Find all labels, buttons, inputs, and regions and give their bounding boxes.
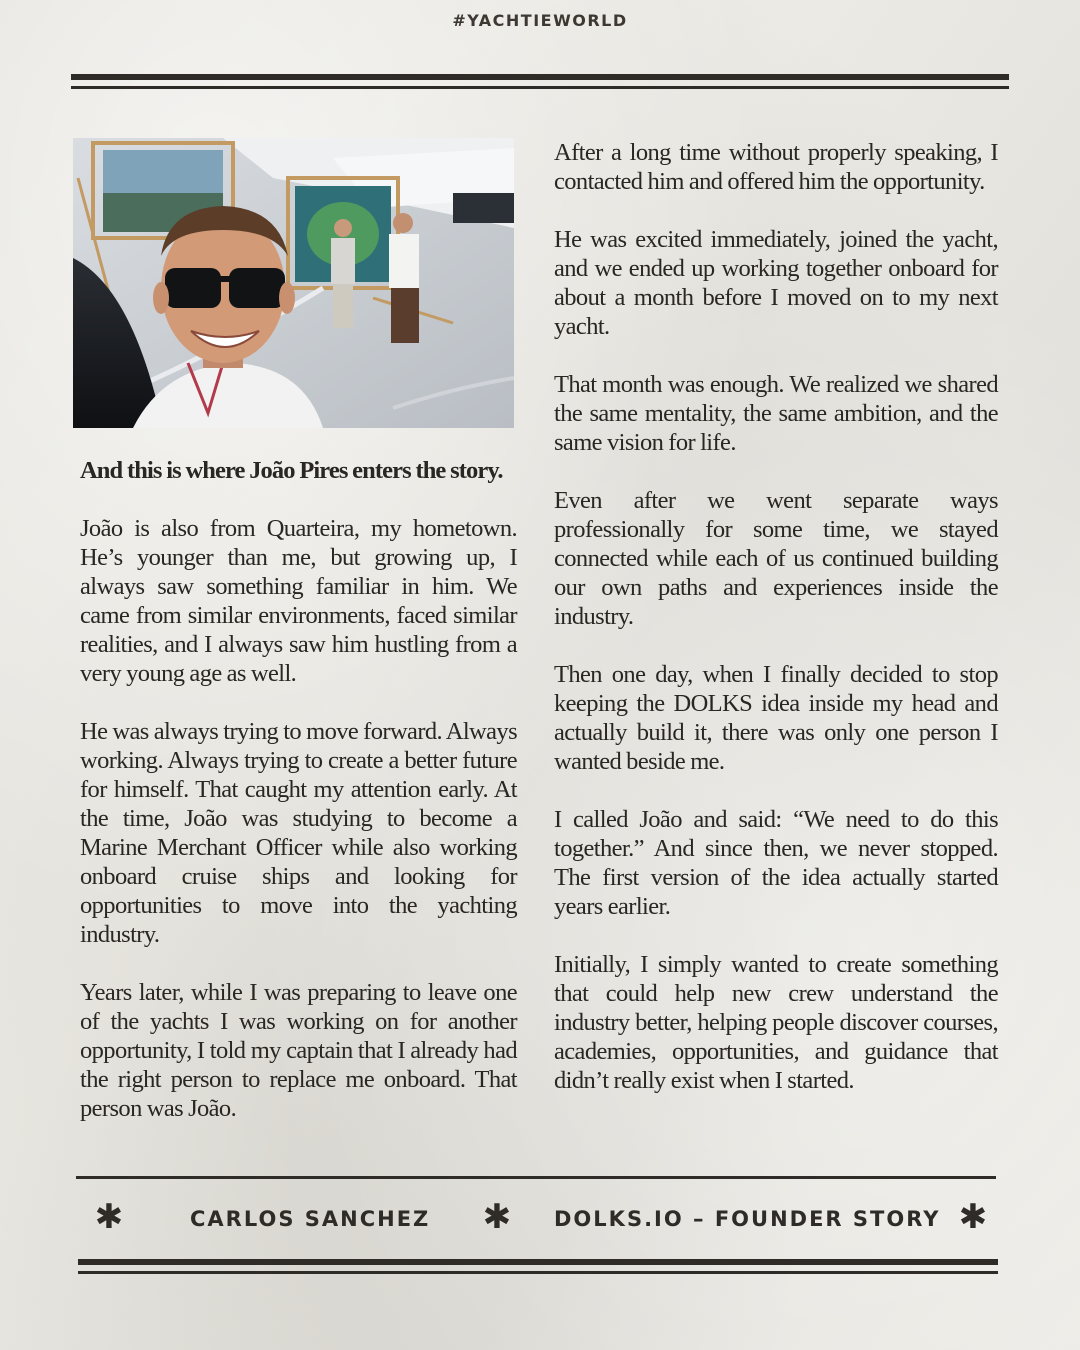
selfie-photo [73,138,514,428]
footer-series: DOLKS.IO – FOUNDER STORY [554,1207,941,1231]
asterisk-icon: ✱ [94,1197,124,1237]
asterisk-icon: ✱ [958,1197,988,1237]
footer-rule-thin [78,1271,998,1274]
paragraph: I called João and said: “We need to do this together.” And since then, we never stopped. The first version of the idea actually started years earlier. [554,806,998,920]
paragraph: Years later, while I was preparing to leave one of the yachts I was working on for another opportunity, I told my captain that I already had the right person to replace me onboard. That person was João. [80,979,517,1122]
asterisk-icon: ✱ [482,1197,512,1237]
paragraph: Initially, I simply wanted to create something that could help new crew understand the industry better, helping people discover courses, academies, opportunities, and guidance that didn’t really exist when I started. [554,951,998,1094]
paragraph: He was excited immediately, joined the yacht, and we ended up working together onboard for about a month before I moved on to my next yacht. [554,226,998,340]
hashtag-header: #YACHTIEWORLD [452,11,628,30]
footer-rule-thick [78,1259,998,1265]
footer-rule-top [76,1176,996,1179]
paragraph: After a long time without properly speaking, I contacted him and offered him the opportunity. [554,139,998,195]
paragraph: That month was enough. We realized we shared the same mentality, the same ambition, and the same vision for life. [554,371,998,456]
photo-illustration [73,138,514,428]
paragraph: Even after we went separate ways professionally for some time, we stayed connected while each of us continued building our own paths and experiences inside the industry. [554,487,998,630]
top-rule-thin [71,86,1009,89]
lead-sentence: And this is where João Pires enters the story. [80,457,503,484]
paragraph: He was always trying to move forward. Always working. Always trying to create a better future for himself. That caught my attention early. At the time, João was studying to become a Marine Merchant Officer while also working onboard cruise ships and looking for opportunities to move into the yachting industry. [80,718,517,948]
paragraph: João is also from Quarteira, my hometown. He’s younger than me, but growing up, I always saw something familiar in him. We came from similar environments, faced similar realities, and I always saw him hustling from a very young age as well. [80,515,517,687]
left-text-column [80,456,517,1152]
paragraph: Then one day, when I finally decided to stop keeping the DOLKS idea inside my head and actually build it, there was only one person I wanted beside me. [554,661,998,775]
right-text-column [554,138,998,1124]
footer-author: CARLOS SANCHEZ [190,1207,431,1231]
top-rule-thick [71,74,1009,80]
